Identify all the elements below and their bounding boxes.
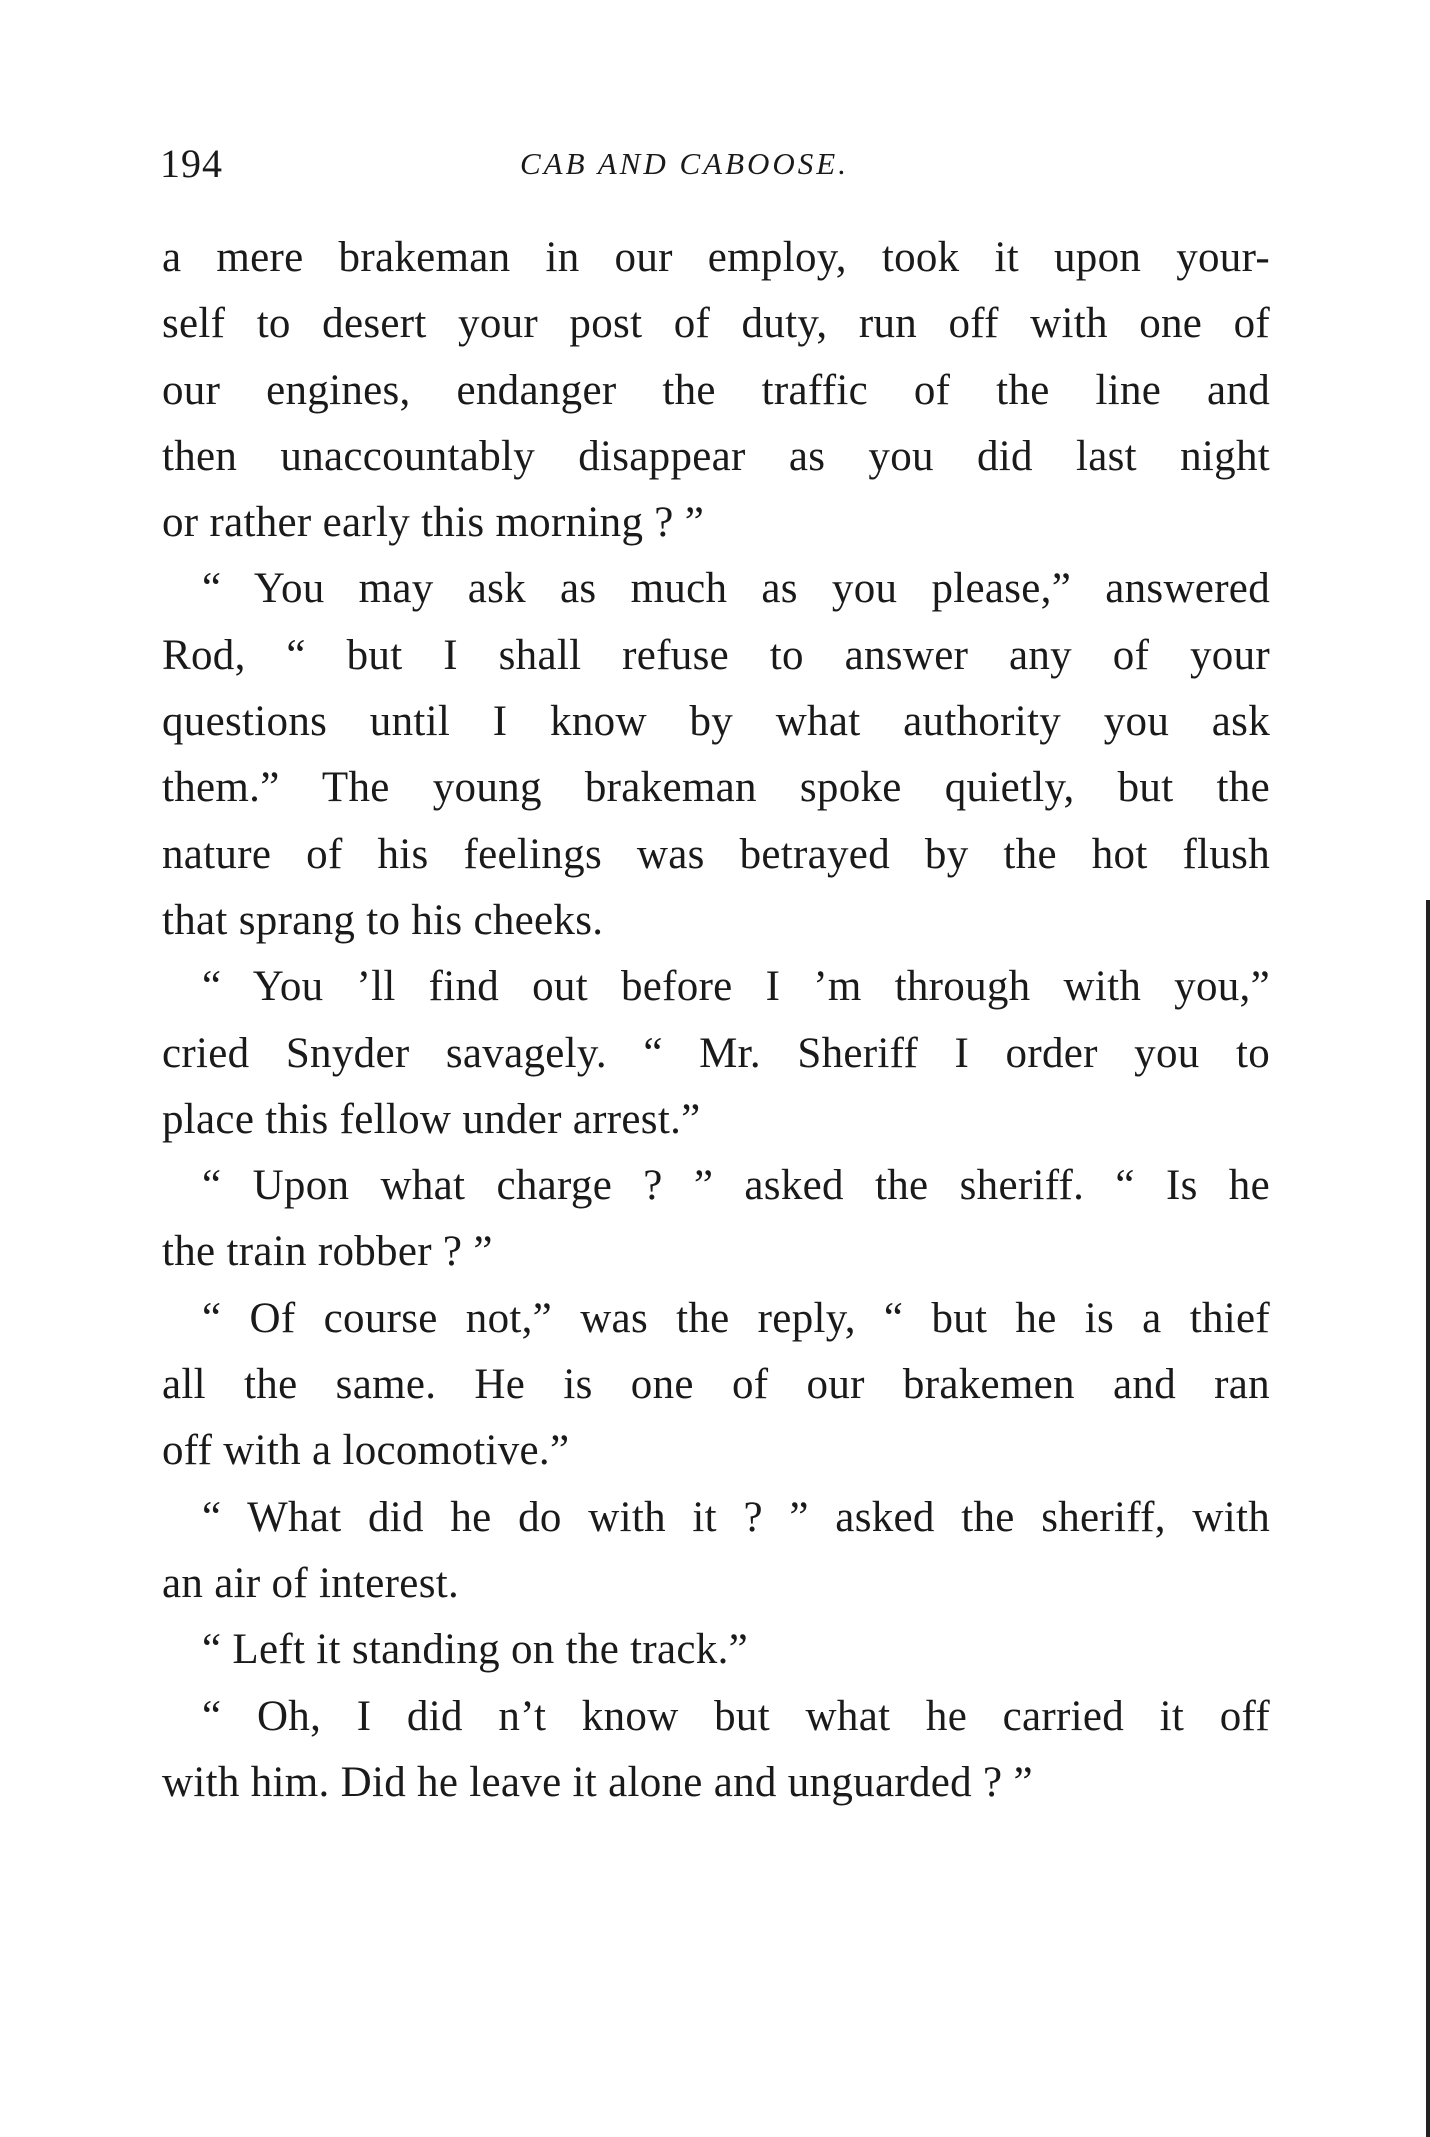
text-line: “ What did he do with it ? ” asked the sheriff, with bbox=[202, 1493, 1270, 1541]
text-line: all the same. He is one of our brakemen and ran bbox=[162, 1361, 1270, 1409]
text-line: “ Oh, I did n’t know but what he carried it off bbox=[202, 1692, 1270, 1740]
text-line: Rod, “ but I shall refuse to answer any of your bbox=[162, 631, 1270, 679]
page-edge-shadow bbox=[1426, 900, 1430, 2137]
text-line: a mere brakeman in our employ, took it upon your- bbox=[162, 234, 1270, 281]
page-header bbox=[160, 140, 1270, 200]
text-line: then unaccountably disappear as you did last night bbox=[162, 432, 1270, 480]
text-line: with him. Did he leave it alone and unguarded ? ” bbox=[162, 1758, 1033, 1806]
page-number: 194 bbox=[160, 141, 223, 186]
text-line: “ You ’ll find out before I ’m through with you,” bbox=[202, 963, 1270, 1011]
text-line: them.” The young brakeman spoke quietly, but the bbox=[162, 764, 1270, 812]
body-text bbox=[162, 225, 1270, 1816]
text-line: “ You may ask as much as you please,” answered bbox=[202, 565, 1270, 613]
text-line: the train robber ? ” bbox=[162, 1228, 493, 1276]
text-line: our engines, endanger the traffic of the line and bbox=[162, 366, 1270, 414]
text-line: an air of interest. bbox=[162, 1559, 460, 1607]
text-line: off with a locomotive.” bbox=[162, 1427, 570, 1475]
text-line: place this fellow under arrest.” bbox=[162, 1095, 701, 1143]
text-line: self to desert your post of duty, run off with one of bbox=[162, 300, 1270, 348]
text-line: questions until I know by what authority you ask bbox=[162, 698, 1270, 746]
text-line: “ Upon what charge ? ” asked the sheriff. “ Is he bbox=[202, 1162, 1270, 1210]
running-title: CAB AND CABOOSE. bbox=[520, 146, 849, 181]
text-line: cried Snyder savagely. “ Mr. Sheriff I order you to bbox=[162, 1029, 1270, 1077]
text-line: or rather early this morning ? ” bbox=[162, 499, 705, 547]
text-line: “ Of course not,” was the reply, “ but he is a thief bbox=[202, 1294, 1270, 1342]
text-line: “ Left it standing on the track.” bbox=[202, 1626, 749, 1674]
text-line: nature of his feelings was betrayed by the hot flush bbox=[162, 830, 1270, 878]
text-line: that sprang to his cheeks. bbox=[162, 896, 604, 944]
